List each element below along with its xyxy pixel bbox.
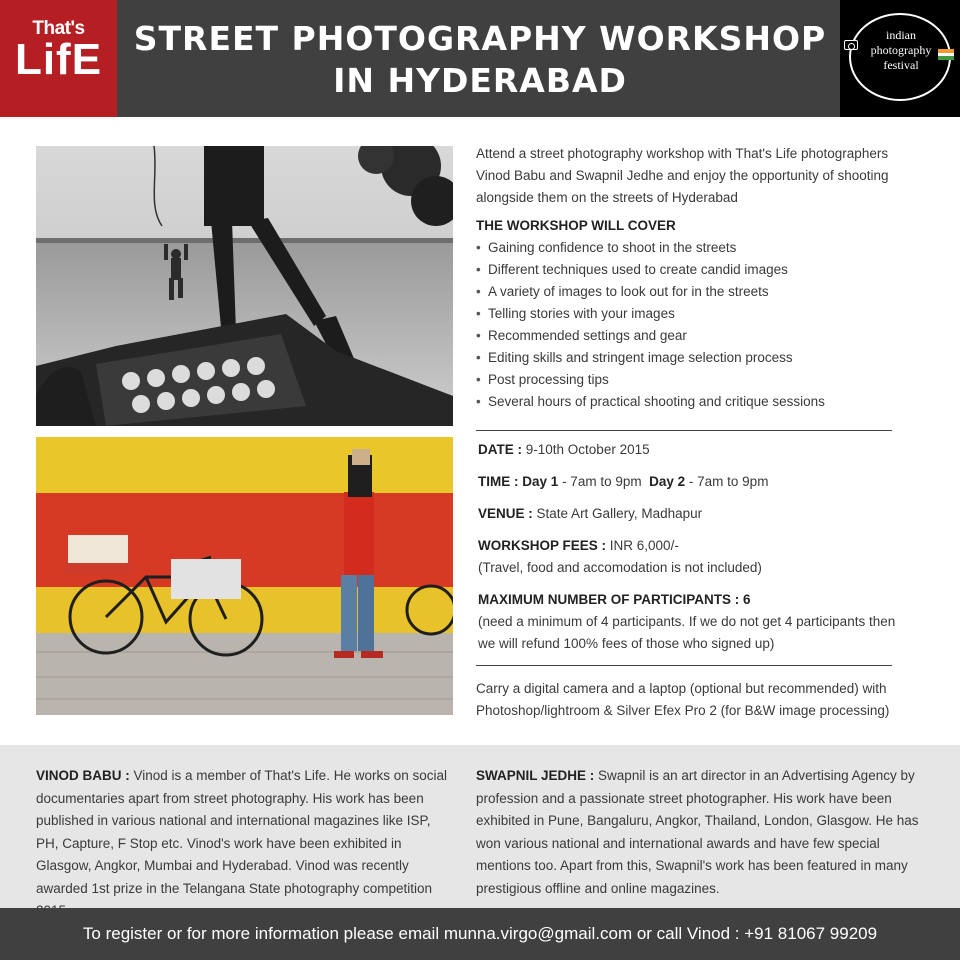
carry-text: Carry a digital camera and a laptop (optional but recommended) with Photoshop/lightroom & Silver Efex Pro 2 (for B&W image processing) xyxy=(476,681,890,718)
page-title xyxy=(130,18,830,102)
photo-boy-diving xyxy=(36,146,453,426)
india-flag-icon xyxy=(938,49,954,60)
intro-text: Attend a street photography workshop with That's Life photographers Vinod Babu and Swapnil Jedhe and enjoy the opportunity of shooting alongside them on the streets of Hyderabad xyxy=(476,146,889,205)
logo-right-line1: indian xyxy=(886,28,916,42)
bio-swapnil-text: Swapnil is an art director in an Advertising Agency by profession and a passionate street photographer. His work have been exhibited in Pune, Bangaluru, Angkor, Thailand, London, Glasgow. He has won various national and international awards and have few special mentions too. Apart from this, Swapnil's work has been featured in many prestigious offline and online magazines. xyxy=(476,768,919,896)
venue-row xyxy=(478,503,908,525)
participants-note: (need a minimum of 4 participants. If we do not get 4 participants then we will refund 100% fees of those who signed up) xyxy=(478,614,896,651)
list-item: • A variety of images to look out for in the streets xyxy=(476,281,916,303)
date-value: 9-10th October 2015 xyxy=(525,442,650,457)
thats-life-logo xyxy=(0,0,117,117)
bio-vinod xyxy=(36,765,456,923)
fees-value: INR 6,000/- xyxy=(609,538,679,553)
participants-label: MAXIMUM NUMBER OF PARTICIPANTS : 6 xyxy=(478,592,751,607)
list-item: • Recommended settings and gear xyxy=(476,325,916,347)
fees-row xyxy=(478,535,908,579)
logo-left-line1: That's xyxy=(32,18,85,39)
title-line1: STREET PHOTOGRAPHY WORKSHOP xyxy=(133,19,827,58)
divider xyxy=(476,665,892,666)
bio-vinod-text: Vinod is a member of That's Life. He works on social documentaries apart from street photography. His work has been published in various national and international magazines like ISP, PH, Capture, F Stop etc. Vinod's work have been exhibited in Glasgow, Angkor, Mumbai and Hyderabad. Vinod was recently awarded 1st prize in the Telangana State photography competition xyxy=(36,768,447,896)
day2-value: - 7am to 9pm xyxy=(688,474,769,489)
venue-value: State Art Gallery, Madhapur xyxy=(536,506,703,521)
photo-man-bicycle xyxy=(36,437,453,715)
footer-contact: To register or for more information please email munna.virgo@gmail.com or call Vinod : +91 81067 99209 xyxy=(0,908,960,960)
date-label: DATE : xyxy=(478,442,522,457)
date-row xyxy=(478,439,908,461)
day1-label: Day 1 xyxy=(522,474,559,489)
indian-photography-festival-logo xyxy=(840,0,960,117)
list-item: • Telling stories with your images xyxy=(476,303,916,325)
logo-right-line2: photography xyxy=(870,43,932,57)
workshop-info xyxy=(476,143,916,413)
time-row xyxy=(478,471,908,493)
logo-right-text xyxy=(856,28,946,73)
day1-value: - 7am to 9pm xyxy=(562,474,642,489)
list-item: • Different techniques used to create candid images xyxy=(476,259,916,281)
list-item: • Post processing tips xyxy=(476,369,916,391)
title-line2: IN HYDERABAD xyxy=(333,61,627,100)
logo-right-line3: festival xyxy=(883,58,919,72)
divider xyxy=(476,430,892,431)
list-item: • Gaining confidence to shoot in the streets xyxy=(476,237,916,259)
venue-label: VENUE : xyxy=(478,506,533,521)
bio-swapnil-label: SWAPNIL JEDHE : xyxy=(476,768,595,783)
bio-vinod-label: VINOD BABU : xyxy=(36,768,130,783)
header-bar xyxy=(0,0,960,117)
day2-label: Day 2 xyxy=(649,474,686,489)
participants-row xyxy=(478,589,908,655)
list-item: • Several hours of practical shooting and critique sessions xyxy=(476,391,916,413)
event-details xyxy=(478,439,908,665)
list-item: • Editing skills and stringent image selection process xyxy=(476,347,916,369)
time-label: TIME : xyxy=(478,474,519,489)
workshop-cover-heading: THE WORKSHOP WILL COVER xyxy=(476,218,676,233)
bio-swapnil xyxy=(476,765,926,900)
logo-left-line2: LifE xyxy=(14,35,103,84)
workshop-cover-list xyxy=(476,237,916,413)
fees-label: WORKSHOP FEES : xyxy=(478,538,607,553)
fees-note: (Travel, food and accomodation is not included) xyxy=(478,560,762,575)
